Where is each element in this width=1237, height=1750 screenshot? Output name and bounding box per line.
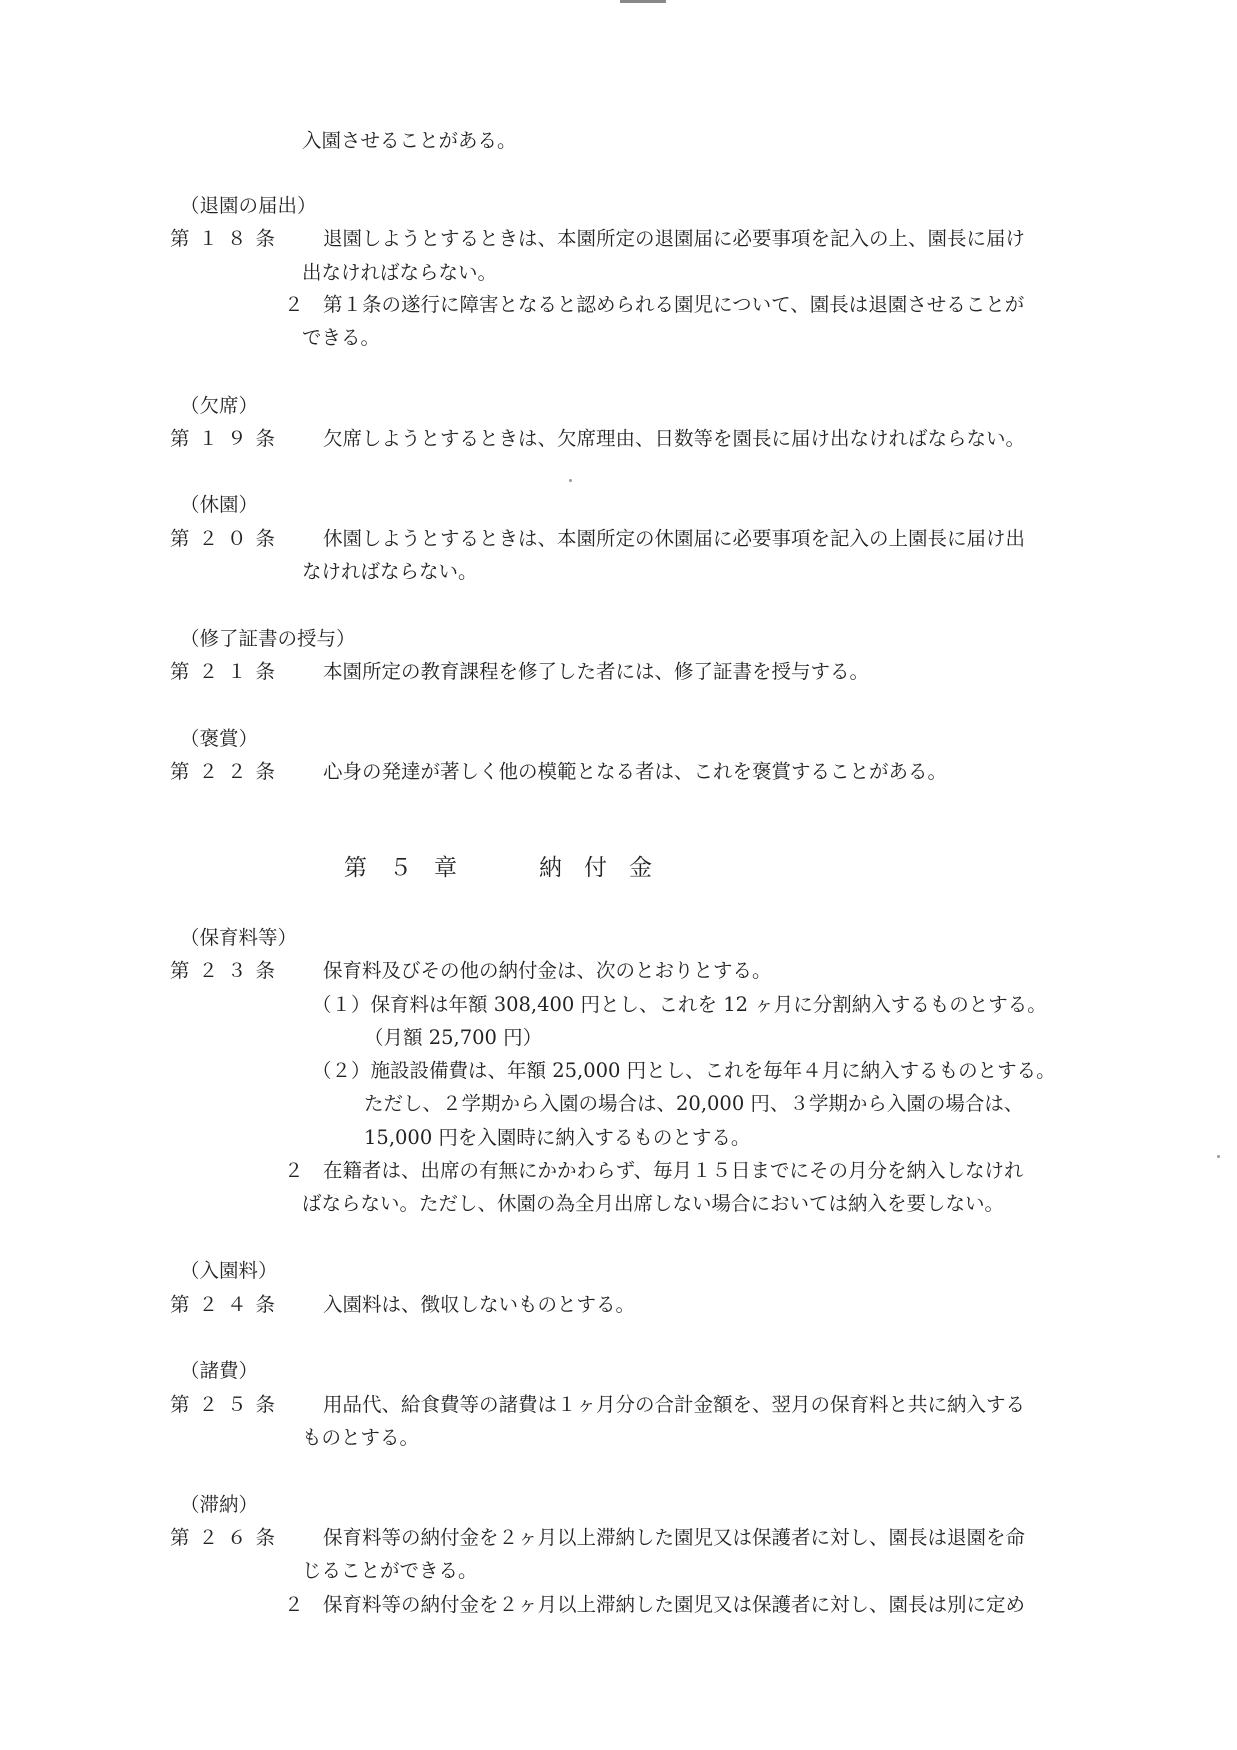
article-text: 本園所定の教育課程を修了した者には、修了証書を授与する。 [323,660,870,683]
article-heading: （保育料等） [180,926,298,949]
item-text: （月額 25,700 円） [364,1026,543,1049]
article-number: 第２６条 [170,1526,285,1549]
scan-speck [1217,1155,1220,1158]
article-heading: （入園料） [180,1259,278,1282]
article-text: 心身の発達が著しく他の模範となる者は、これを褒賞することがある。 [323,760,948,783]
article-text: ものとする。 [302,1426,420,1449]
article-number: 第２０条 [170,527,285,550]
clause-text: できる。 [302,326,381,349]
clause-text: ２ 第１条の遂行に障害となると認められる園児について、園長は退園させることが [284,293,1025,316]
article-text: 退園しようとするときは、本園所定の退園届に必要事項を記入の上、園長に届け [323,227,1026,250]
article-text: なければならない。 [302,560,478,583]
article-text: 入園料は、徴収しないものとする。 [323,1293,636,1316]
scan-speck [569,479,572,482]
item-text: 15,000 円を入園時に納入するものとする。 [364,1126,751,1149]
article-heading: （褒賞） [180,727,259,750]
article-number: 第２２条 [170,760,285,783]
clause-text: ２ 在籍者は、出席の有無にかかわらず、毎月１５日までにその月分を納入しなけれ [284,1159,1024,1182]
article-number: 第１９条 [170,427,285,450]
article-heading: （滞納） [180,1493,259,1516]
clause-text: ２ 保育料等の納付金を２ヶ月以上滞納した園児又は保護者に対し、園長は別に定め [284,1593,1026,1616]
article-heading: （修了証書の授与） [180,627,356,650]
scan-mark [620,0,666,3]
article-text: じることができる。 [302,1559,478,1582]
article-number: 第２１条 [170,660,285,683]
article-heading: （退園の届出） [180,194,317,217]
article-heading: （諸費） [180,1359,259,1382]
item-text: （１）保育料は年額 308,400 円とし、これを 12 ヶ月に分割納入するものとする。 [312,993,1047,1016]
clause-text: ばならない。ただし、休園の為全月出席しない場合においては納入を要しない。 [302,1192,1005,1215]
item-text: ただし、２学期から入園の場合は、20,000 円、３学期から入園の場合は、 [364,1092,1024,1115]
article-heading: （休園） [180,493,259,516]
article-text: 欠席しようとするときは、欠席理由、日数等を園長に届け出なければならない。 [323,427,1026,450]
article-text: 保育料及びその他の納付金は、次のとおりとする。 [323,959,772,982]
article-text: 保育料等の納付金を２ヶ月以上滞納した園児又は保護者に対し、園長は退園を命 [323,1526,1026,1549]
article-text: 用品代、給食費等の諸費は１ヶ月分の合計金額を、翌月の保育料と共に納入する [323,1393,1026,1416]
chapter-number: 第５章 [344,855,479,881]
article-number: 第２５条 [170,1393,285,1416]
paragraph-line: 入園させることがある。 [302,129,517,152]
chapter-title: 納付金 [539,855,674,881]
article-text: 出なければならない。 [302,261,498,284]
chapter-heading [344,855,674,881]
item-text: （２）施設設備費は、年額 25,000 円とし、これを毎年４月に納入するものとする。 [312,1059,1056,1082]
article-text: 休園しようとするときは、本園所定の休園届に必要事項を記入の上園長に届け出 [323,527,1026,550]
article-number: 第１８条 [170,227,285,250]
article-heading: （欠席） [180,394,259,417]
article-number: 第２４条 [170,1293,285,1316]
article-number: 第２３条 [170,959,285,982]
